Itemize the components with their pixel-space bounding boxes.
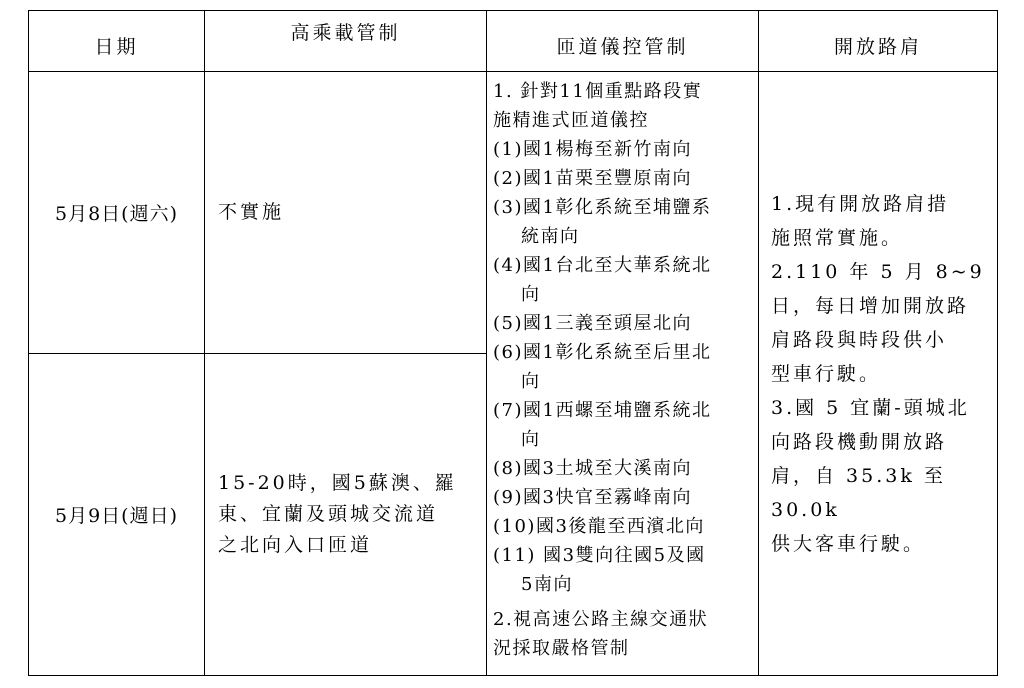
shoulder-line: 肩路段與時段供小 <box>771 328 948 351</box>
shoulder-line: 2.110 年 5 月 8~9 <box>771 260 985 283</box>
ramp-section: (9)國3快官至霧峰南向 <box>493 487 692 508</box>
ramp-section: (3)國1彰化系統至埔鹽系 <box>493 197 712 218</box>
ramp-section-cont: 向 <box>521 371 541 392</box>
shoulder-line: 1.現有開放路肩措 <box>771 192 950 215</box>
shoulder-line: 3.國 5 宜蘭-頭城北 <box>771 396 970 419</box>
table-row <box>29 72 998 354</box>
shoulder-line: 施照常實施。 <box>771 226 904 249</box>
hov-line: 東、宜蘭及頭城交流道 <box>218 503 439 525</box>
header-shoulder: 開放路肩 <box>759 11 998 72</box>
hov-cell <box>205 354 487 676</box>
ramp-section-cont: 統南向 <box>521 226 580 247</box>
hov-cell: 不實施 <box>205 72 487 354</box>
ramp-text-line: 2.視高速公路主線交通狀 <box>493 609 709 630</box>
header-hov: 高乘載管制 <box>205 11 487 72</box>
hov-line: 之北向入口匝道 <box>218 534 373 556</box>
header-date: 日期 <box>29 11 205 72</box>
ramp-section-cont: 向 <box>521 284 541 305</box>
ramp-control-cell <box>487 72 759 676</box>
shoulder-text <box>771 187 987 561</box>
ramp-text-line: 施精進式匝道儀控 <box>493 110 649 131</box>
hov-line: 15-20時，國5蘇澳、羅 <box>218 472 457 494</box>
shoulder-cell <box>759 72 998 676</box>
ramp-section: (5)國1三義至頭屋北向 <box>493 313 692 334</box>
date-cell: 5月8日(週六) <box>29 72 205 354</box>
ramp-section: (2)國1苗栗至豐原南向 <box>493 168 692 189</box>
ramp-text-line: 況採取嚴格管制 <box>493 638 630 659</box>
ramp-text-line: 1. 針對11個重點路段實 <box>493 81 703 102</box>
traffic-control-table <box>28 10 998 676</box>
header-ramp: 匝道儀控管制 <box>487 11 759 72</box>
shoulder-line: 供大客車行駛。 <box>771 532 926 555</box>
shoulder-line: 日，每日增加開放路 <box>771 294 970 317</box>
ramp-section: (8)國3土城至大溪南向 <box>493 458 692 479</box>
ramp-section: (7)國1西螺至埔鹽系統北 <box>493 400 712 421</box>
ramp-section: (4)國1台北至大華系統北 <box>493 255 712 276</box>
ramp-section-list <box>493 135 754 599</box>
shoulder-line: 肩，自 35.3k 至 30.0k <box>771 464 946 521</box>
ramp-section-cont: 向 <box>521 429 541 450</box>
header-row <box>29 11 998 72</box>
ramp-section: (10)國3後龍至西濱北向 <box>493 516 705 537</box>
ramp-section: (6)國1彰化系統至后里北 <box>493 342 712 363</box>
ramp-section: (1)國1楊梅至新竹南向 <box>493 139 692 160</box>
ramp-section-cont: 5南向 <box>521 574 573 595</box>
ramp-section: (11) 國3雙向往國5及國 <box>493 545 706 566</box>
date-cell: 5月9日(週日) <box>29 354 205 676</box>
shoulder-line: 向路段機動開放路 <box>771 430 948 453</box>
ramp-item-1 <box>493 77 754 135</box>
shoulder-line: 型車行駛。 <box>771 362 882 385</box>
ramp-item-2 <box>493 605 754 663</box>
